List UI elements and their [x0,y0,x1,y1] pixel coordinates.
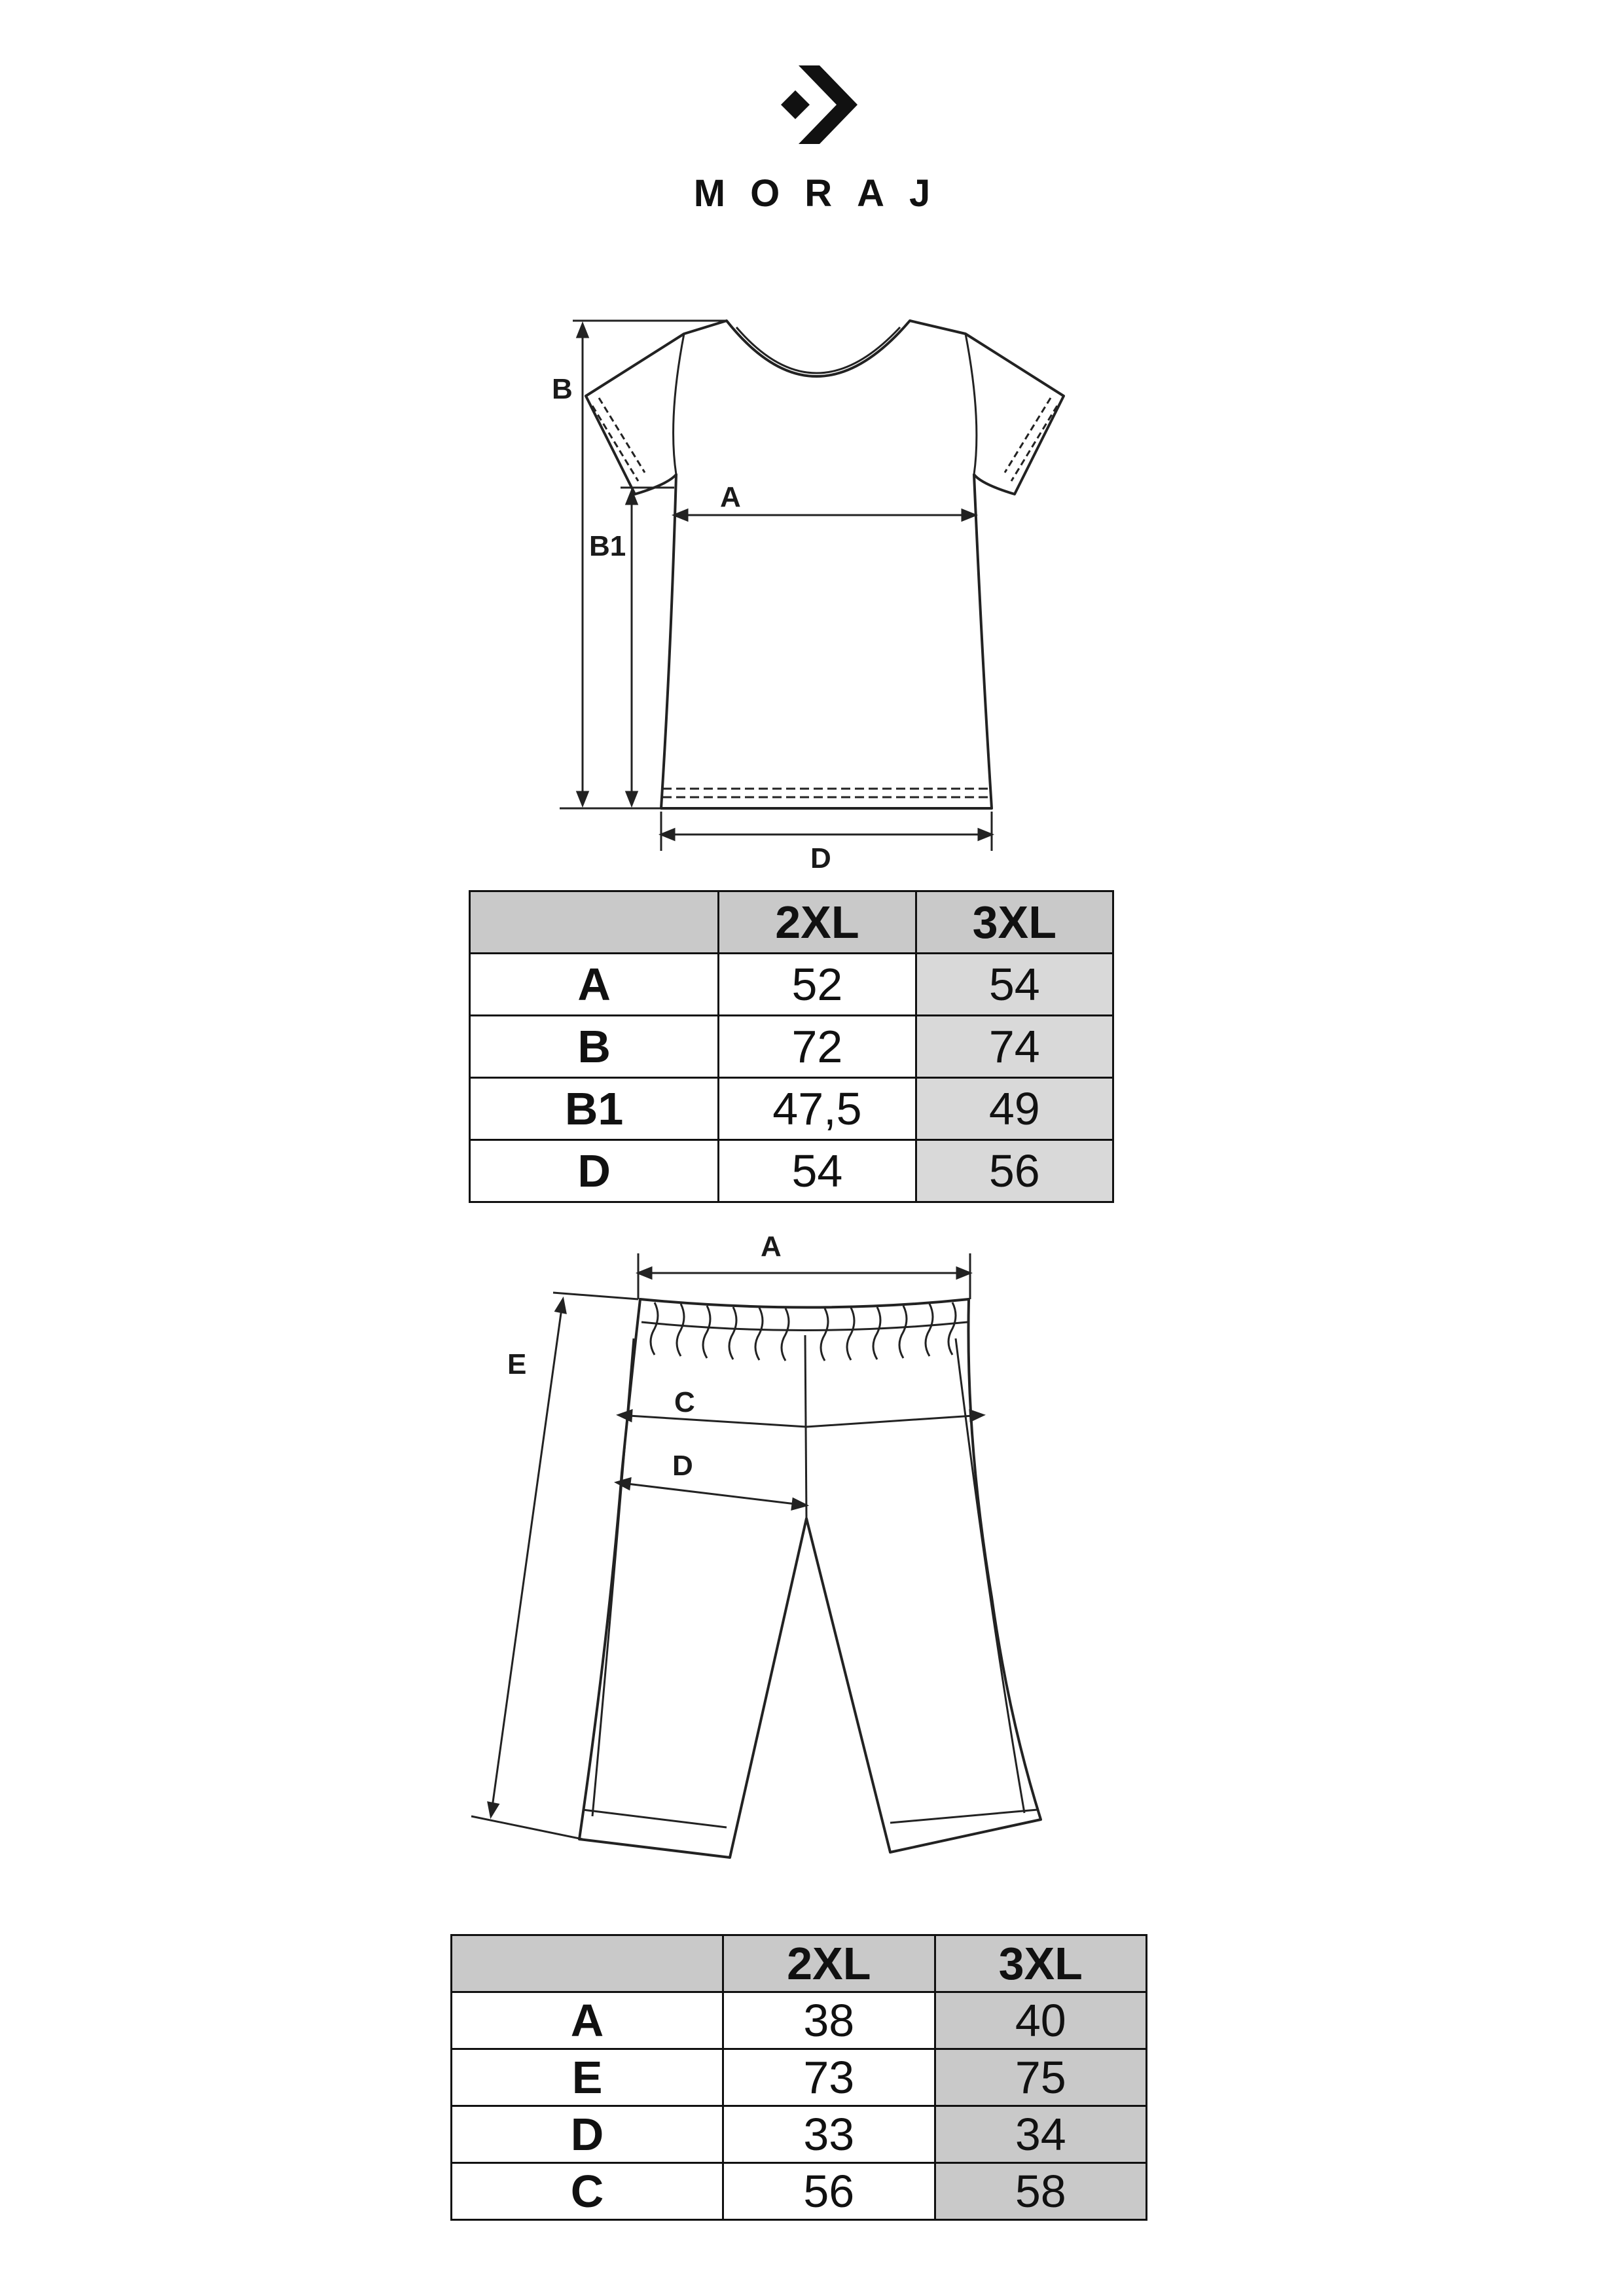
size-value: 54 [719,1140,916,1202]
table-header-cell: 3XL [916,891,1113,954]
table-header-row [452,1935,1147,1992]
size-value: 34 [935,2106,1146,2163]
pants-label-c: C [674,1386,695,1418]
pants-label-d: D [672,1450,693,1482]
row-label: B [470,1016,719,1078]
table-row [452,2163,1147,2220]
table-row [452,2049,1147,2106]
size-value: 52 [719,954,916,1016]
table-header-cell: 3XL [935,1935,1146,1992]
size-value: 47,5 [719,1078,916,1140]
size-value: 56 [723,2163,935,2220]
size-value: 73 [723,2049,935,2106]
tshirt-label-b: B [552,373,573,405]
table-header-cell: 2XL [719,891,916,954]
row-label: D [452,2106,723,2163]
pants-size-table [450,1934,1147,2221]
tshirt-label-a: A [720,481,741,513]
row-label: D [470,1140,719,1202]
table-header-cell: 2XL [723,1935,935,1992]
size-value: 56 [916,1140,1113,1202]
brand-wordmark: MORAJ [693,172,956,215]
pants-label-a: A [761,1230,782,1263]
size-value: 72 [719,1016,916,1078]
row-label: A [470,954,719,1016]
pants-label-e: E [507,1348,527,1380]
table-row [452,2106,1147,2163]
size-value: 38 [723,1992,935,2049]
row-label: A [452,1992,723,2049]
table-row [452,1992,1147,2049]
size-value: 74 [916,1016,1113,1078]
size-value: 40 [935,1992,1146,2049]
row-label: B1 [470,1078,719,1140]
size-value: 54 [916,954,1113,1016]
size-value: 58 [935,2163,1146,2220]
table-header-cell [452,1935,723,1992]
row-label: C [452,2163,723,2220]
size-value: 49 [916,1078,1113,1140]
tshirt-label-d: D [810,842,831,874]
row-label: E [452,2049,723,2106]
tshirt-label-b1: B1 [589,530,626,562]
size-value: 75 [935,2049,1146,2106]
size-value: 33 [723,2106,935,2163]
